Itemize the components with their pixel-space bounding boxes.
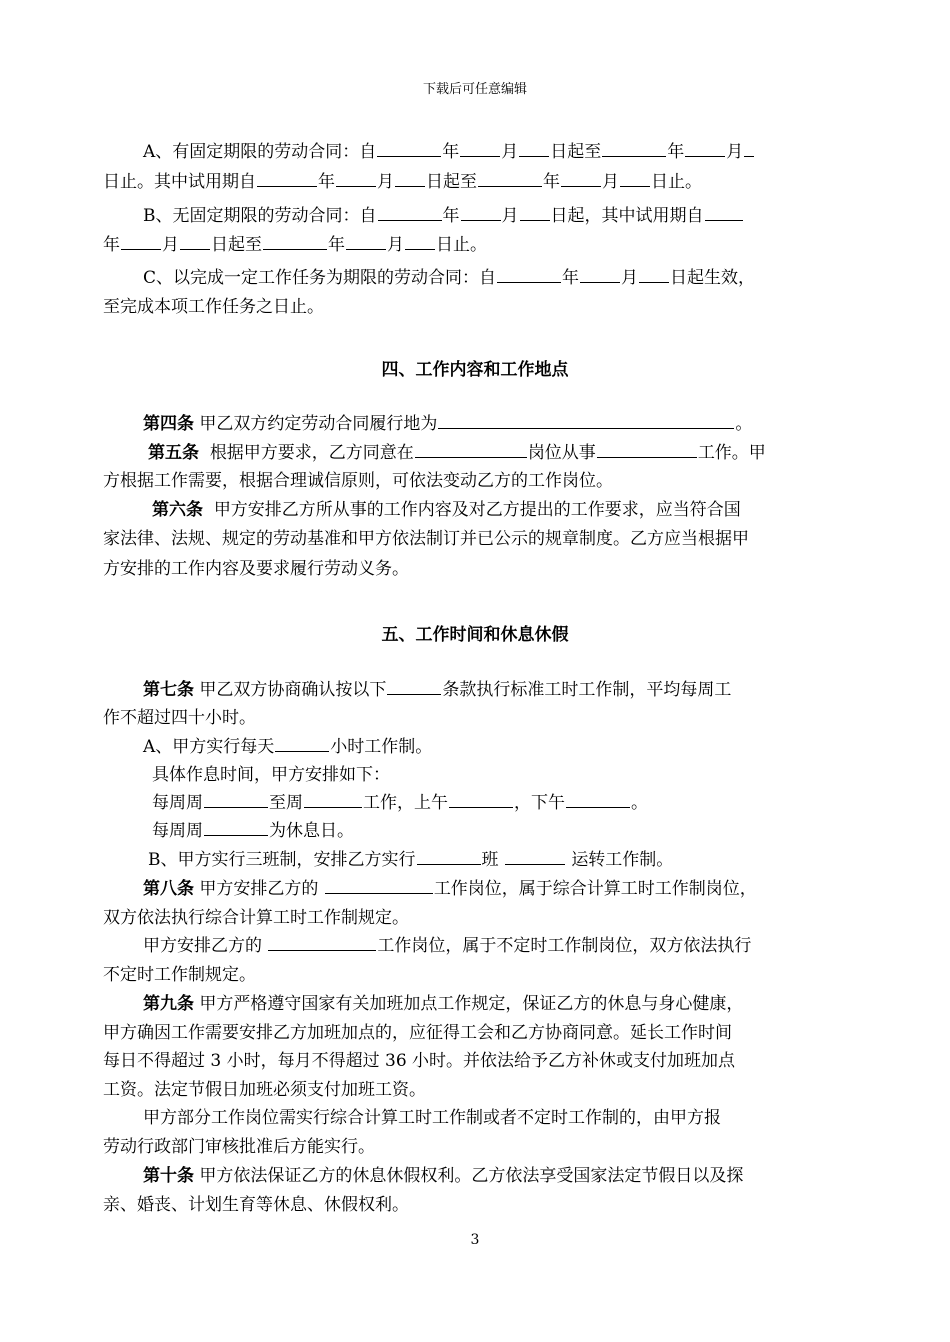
blank — [438, 414, 734, 429]
text: 年 — [667, 142, 685, 162]
clause-a-line-2 — [103, 171, 848, 193]
text: 甲方严格遵守国家有关加班加点工作规定，保证乙方的休息与身心健康， — [199, 994, 744, 1014]
article-8-line-4: 不定时工作制规定。 — [103, 965, 256, 985]
blank — [378, 206, 442, 221]
blank — [405, 235, 435, 250]
blank — [180, 235, 210, 250]
blank — [263, 235, 327, 250]
article-5-line-1 — [148, 442, 848, 464]
text: 月 — [162, 235, 179, 255]
text: 运转工作制。 — [571, 850, 674, 870]
article-5-line-2: 方根据工作需要，根据合理诚信原则，可依法变动乙方的工作岗位。 — [103, 471, 613, 491]
text: 年 — [328, 235, 345, 255]
text: 日止。其中试用期自 — [103, 172, 256, 192]
blank — [580, 268, 620, 283]
text: 每周周 — [152, 821, 203, 841]
text: ，下午 — [514, 793, 565, 813]
article-8-line-2: 双方依法执行综合计算工时工作制规定。 — [103, 908, 409, 928]
blank — [705, 206, 743, 221]
blank — [566, 793, 630, 808]
article-7-line-1 — [143, 679, 848, 701]
text: 年 — [318, 172, 335, 192]
blank — [478, 172, 542, 187]
blank — [620, 172, 650, 187]
blank — [204, 793, 268, 808]
text: 甲乙双方协商确认按以下 — [199, 680, 387, 700]
blank — [204, 821, 268, 836]
page-number: 3 — [470, 1232, 480, 1248]
blank — [461, 206, 501, 221]
article-6-line-2: 家法律、法规、规定的劳动基准和甲方依法制订并已公示的规章制度。乙方应当根据甲 — [103, 529, 749, 549]
text: 日起，其中试用期自 — [550, 206, 704, 226]
article-9-line-4: 工资。法定节假日加班必须支付加班工资。 — [103, 1080, 426, 1100]
article-label: 第九条 — [143, 994, 194, 1014]
text: 年 — [562, 268, 580, 288]
article-label: 第五条 — [148, 443, 199, 463]
text: 月 — [387, 235, 404, 255]
article-8-line-3 — [143, 935, 848, 957]
text: 岗位从事 — [527, 443, 596, 463]
text: 甲乙双方约定劳动合同履行地为 — [199, 414, 438, 434]
section-5-heading: 五、工作时间和休息休假 — [381, 625, 569, 645]
text: 甲方安排乙方的 — [143, 936, 262, 956]
text: 月 — [726, 142, 744, 162]
article-9-line-5: 甲方部分工作岗位需实行综合计算工时工作制或者不定时工作制的，由甲方报 — [143, 1108, 721, 1128]
blank — [257, 172, 317, 187]
article-label: 第六条 — [152, 500, 203, 520]
blank — [121, 235, 161, 250]
article-label: 第七条 — [143, 680, 194, 700]
clause-b-line-2 — [103, 234, 848, 256]
text: 日止。 — [651, 172, 702, 192]
section-4-heading: 四、工作内容和工作地点 — [381, 360, 569, 380]
blank — [505, 850, 565, 865]
article-9-line-6: 劳动行政部门审核批准后方能实行。 — [103, 1137, 375, 1157]
text: 日起生效， — [670, 268, 756, 288]
blank — [460, 142, 500, 157]
text: A、甲方实行每天 — [143, 737, 275, 757]
text: 工作岗位，属于综合计算工时工作制岗位， — [433, 879, 757, 899]
text: 年 — [543, 172, 560, 192]
blank — [325, 879, 433, 894]
article-9-line-1 — [143, 993, 848, 1015]
blank — [377, 142, 441, 157]
text: 甲方安排乙方的 — [199, 879, 319, 899]
blank — [268, 936, 376, 951]
text: 月 — [501, 142, 519, 162]
text: 工作。甲 — [697, 443, 766, 463]
blank — [449, 793, 513, 808]
clause-b-line-1 — [143, 205, 848, 227]
blank — [597, 443, 697, 458]
text: 日止。 — [436, 235, 487, 255]
article-7-work-days — [152, 792, 848, 814]
text: 甲方安排乙方所从事的工作内容及对乙方提出的工作要求，应当符合国 — [213, 500, 741, 520]
text: 年 — [442, 142, 460, 162]
text: 每周周 — [152, 793, 203, 813]
text: B、无固定期限的劳动合同：自 — [143, 206, 377, 226]
text: 日起至 — [426, 172, 477, 192]
text: B、甲方实行三班制，安排乙方实行 — [148, 850, 416, 870]
clause-c-line-2: 至完成本项工作任务之日止。 — [103, 297, 324, 317]
text: 月 — [621, 268, 639, 288]
text: A、有固定期限的劳动合同：自 — [143, 142, 377, 162]
blank — [602, 142, 666, 157]
blank — [519, 142, 549, 157]
blank — [336, 172, 376, 187]
text: 日起至 — [550, 142, 602, 162]
article-10-line-2: 亲、婚丧、计划生育等休息、休假权利。 — [103, 1195, 409, 1215]
blank — [275, 737, 329, 752]
text: 班 — [481, 850, 499, 870]
clause-c-line-1 — [143, 267, 848, 289]
blank — [395, 172, 425, 187]
article-7-rest-days — [152, 820, 848, 842]
article-7-option-b — [148, 849, 848, 871]
text: 甲方依法保证乙方的休息休假权利。乙方依法享受国家法定节假日以及探 — [199, 1166, 744, 1186]
text: 至周 — [269, 793, 303, 813]
text: 。 — [631, 793, 648, 813]
text: 年 — [442, 206, 460, 226]
blank — [685, 142, 725, 157]
text: 月 — [377, 172, 394, 192]
blank — [561, 172, 601, 187]
text: 月 — [501, 206, 519, 226]
article-label: 第十条 — [143, 1166, 194, 1186]
blank — [415, 443, 527, 458]
blank — [520, 206, 550, 221]
article-9-line-2: 甲方确因工作需要安排乙方加班加点的，应征得工会和乙方协商同意。延长工作时间 — [103, 1023, 732, 1043]
text: C、以完成一定工作任务为期限的劳动合同：自 — [143, 268, 497, 288]
article-7-schedule-intro: 具体作息时间，甲方安排如下： — [152, 765, 390, 785]
article-6-line-1 — [152, 499, 848, 521]
text: 根据甲方要求，乙方同意在 — [209, 443, 414, 463]
article-7-line-2: 作不超过四十小时。 — [103, 708, 256, 728]
clause-a-line-1 — [143, 141, 848, 163]
text: 年 — [103, 235, 120, 255]
article-9-line-3: 每日不得超过 3 小时，每月不得超过 36 小时。并依法给予乙方补休或支付加班加点 — [103, 1051, 736, 1071]
text: 工作岗位，属于不定时工作制岗位，双方依法执行 — [377, 936, 752, 956]
text: 为休息日。 — [269, 821, 354, 841]
blank — [387, 680, 441, 695]
article-7-option-a — [143, 736, 848, 758]
blank — [346, 235, 386, 250]
text: 日起至 — [211, 235, 262, 255]
blank — [497, 268, 561, 283]
text: 。 — [735, 414, 753, 434]
article-label: 第八条 — [143, 879, 194, 899]
text: 小时工作制。 — [330, 737, 433, 757]
article-6-line-3: 方安排的工作内容及要求履行劳动义务。 — [103, 559, 409, 579]
article-label: 第四条 — [143, 414, 194, 434]
article-4 — [143, 413, 848, 435]
blank — [304, 793, 362, 808]
blank — [417, 850, 481, 865]
article-10-line-1 — [143, 1165, 848, 1187]
blank — [639, 268, 669, 283]
text: 工作，上午 — [363, 793, 448, 813]
article-8-line-1 — [143, 878, 848, 900]
text: 月 — [602, 172, 619, 192]
page-header: 下载后可任意编辑 — [422, 82, 527, 97]
blank — [744, 142, 754, 157]
text: 条款执行标准工时工作制，平均每周工 — [442, 680, 732, 700]
